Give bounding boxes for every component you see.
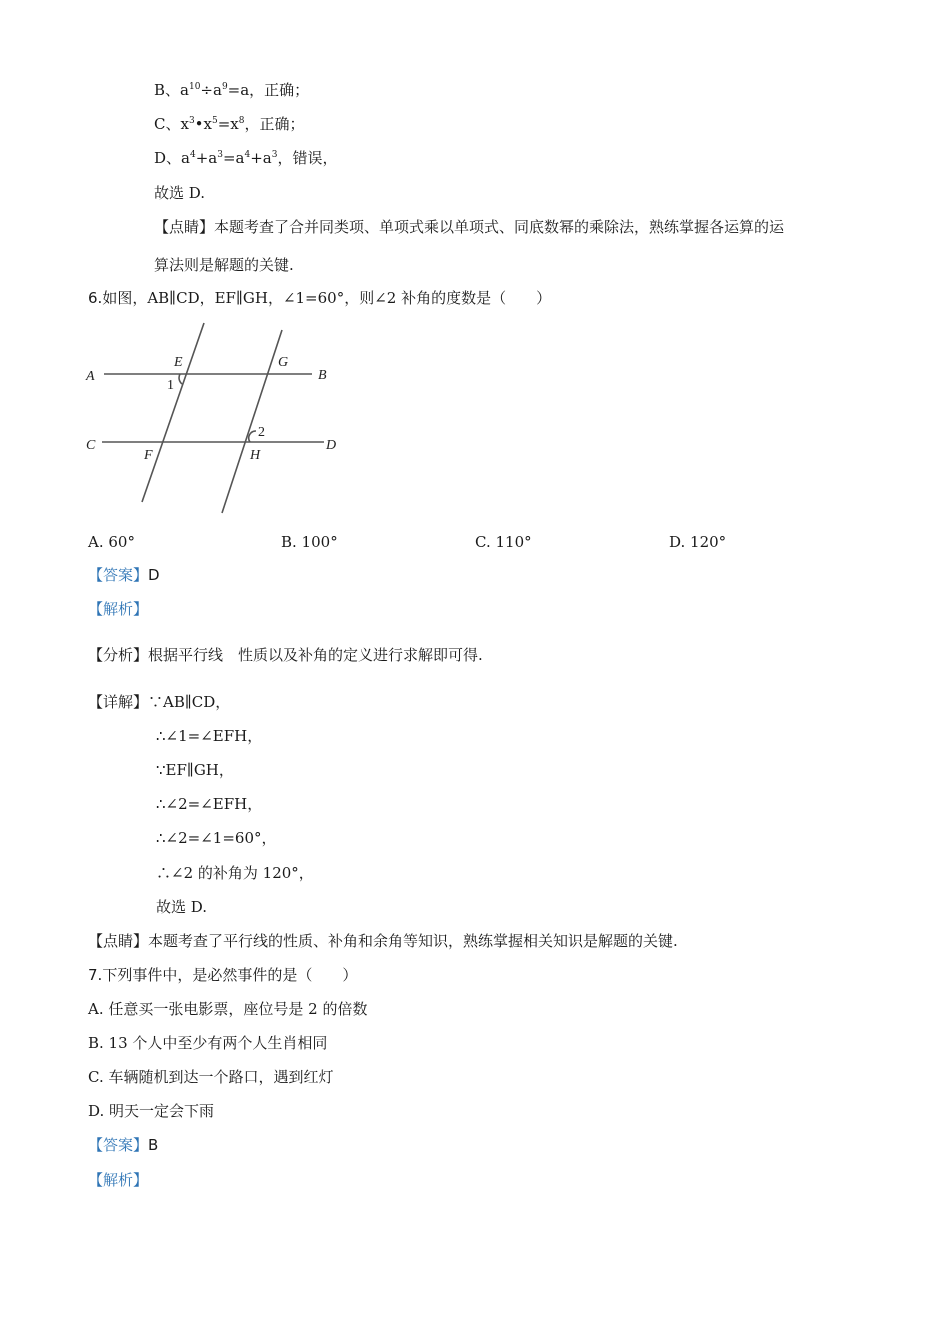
line-ef — [142, 323, 204, 502]
q6-detail: 【详解】∵AB∥CD， — [88, 693, 231, 711]
q6-step: 故选 D. — [156, 898, 208, 916]
label-g: G — [278, 355, 289, 370]
q6-step: ∴∠2 的补角为 120°， — [156, 864, 314, 882]
prev-option-c: C、$x^3•x^5=x^8$，正确； — [154, 115, 305, 133]
prev-option-d: D、$a^4+a^3=a^4+a^3$，错误， — [154, 149, 338, 167]
angle-2-arc — [249, 431, 256, 442]
prev-option-b: B、$a^{10}\div a^9=a$，正确； — [154, 81, 310, 99]
label-b: B — [318, 368, 327, 383]
label-c: C — [86, 438, 96, 453]
q6-option-b: B. 100° — [281, 533, 338, 551]
label-angle-2: 2 — [258, 425, 265, 440]
q6-figure — [80, 318, 360, 518]
q6-option-a: A. 60° — [88, 533, 135, 551]
line-gh — [222, 330, 282, 513]
label-e: E — [174, 355, 183, 370]
q7-option-d: D. 明天一定会下雨 — [88, 1102, 215, 1120]
answer-tag: 【答案】 — [88, 566, 149, 584]
prev-comment: 【点睛】本题考查了合并同类项、单项式乘以单项式、同底数幂的乘除法，熟练掌握各运算的运 — [154, 218, 785, 236]
q6-stem: 6.如图，AB∥CD，EF∥GH，∠1=60°，则∠2 补角的度数是（ ） — [88, 289, 552, 307]
q7-stem: 7.下列事件中，是必然事件的是（ ） — [88, 966, 358, 984]
label-a: A — [86, 369, 95, 384]
label-angle-1: 1 — [167, 378, 174, 393]
q7-option-c: C. 车辆随机到达一个路口，遇到红灯 — [88, 1068, 334, 1086]
q7-option-b: B. 13 个人中至少有两个人生肖相同 — [88, 1034, 328, 1052]
answer-tag: 【答案】 — [88, 1136, 149, 1154]
q6-step: ∴∠2=∠1=60°， — [156, 829, 277, 847]
comment-tag: 【点睛】 — [88, 932, 149, 950]
label-h: H — [250, 448, 261, 463]
q6-step: ∵EF∥GH， — [156, 761, 234, 779]
label-d: D — [326, 438, 337, 453]
q6-answer: 【答案】D — [88, 566, 160, 584]
q6-fenxi: 【分析】根据平行线 性质以及补角的定义进行求解即可得. — [88, 646, 483, 664]
q6-comment: 【点睛】本题考查了平行线的性质、补角和余角等知识，熟练掌握相关知识是解题的关键. — [88, 932, 678, 950]
prev-choose: 故选 D. — [154, 184, 206, 202]
q6-analysis-tag: 【解析】 — [88, 600, 149, 618]
q6-option-c: C. 110° — [475, 533, 532, 551]
prev-comment-cont: 算法则是解题的关键. — [154, 256, 294, 274]
q7-option-a: A. 任意买一张电影票，座位号是 2 的倍数 — [88, 1000, 368, 1018]
comment-tag: 【点睛】 — [154, 218, 215, 236]
label-f: F — [144, 448, 153, 463]
angle-1-arc — [179, 374, 182, 384]
q6-option-d: D. 120° — [669, 533, 727, 551]
fenxi-tag: 【分析】 — [88, 646, 149, 664]
q6-step: ∴∠2=∠EFH， — [156, 795, 263, 813]
q7-analysis-tag: 【解析】 — [88, 1171, 149, 1189]
q7-answer: 【答案】B — [88, 1136, 159, 1154]
detail-tag: 【详解】 — [88, 693, 149, 711]
q6-step: ∴∠1=∠EFH， — [156, 727, 263, 745]
